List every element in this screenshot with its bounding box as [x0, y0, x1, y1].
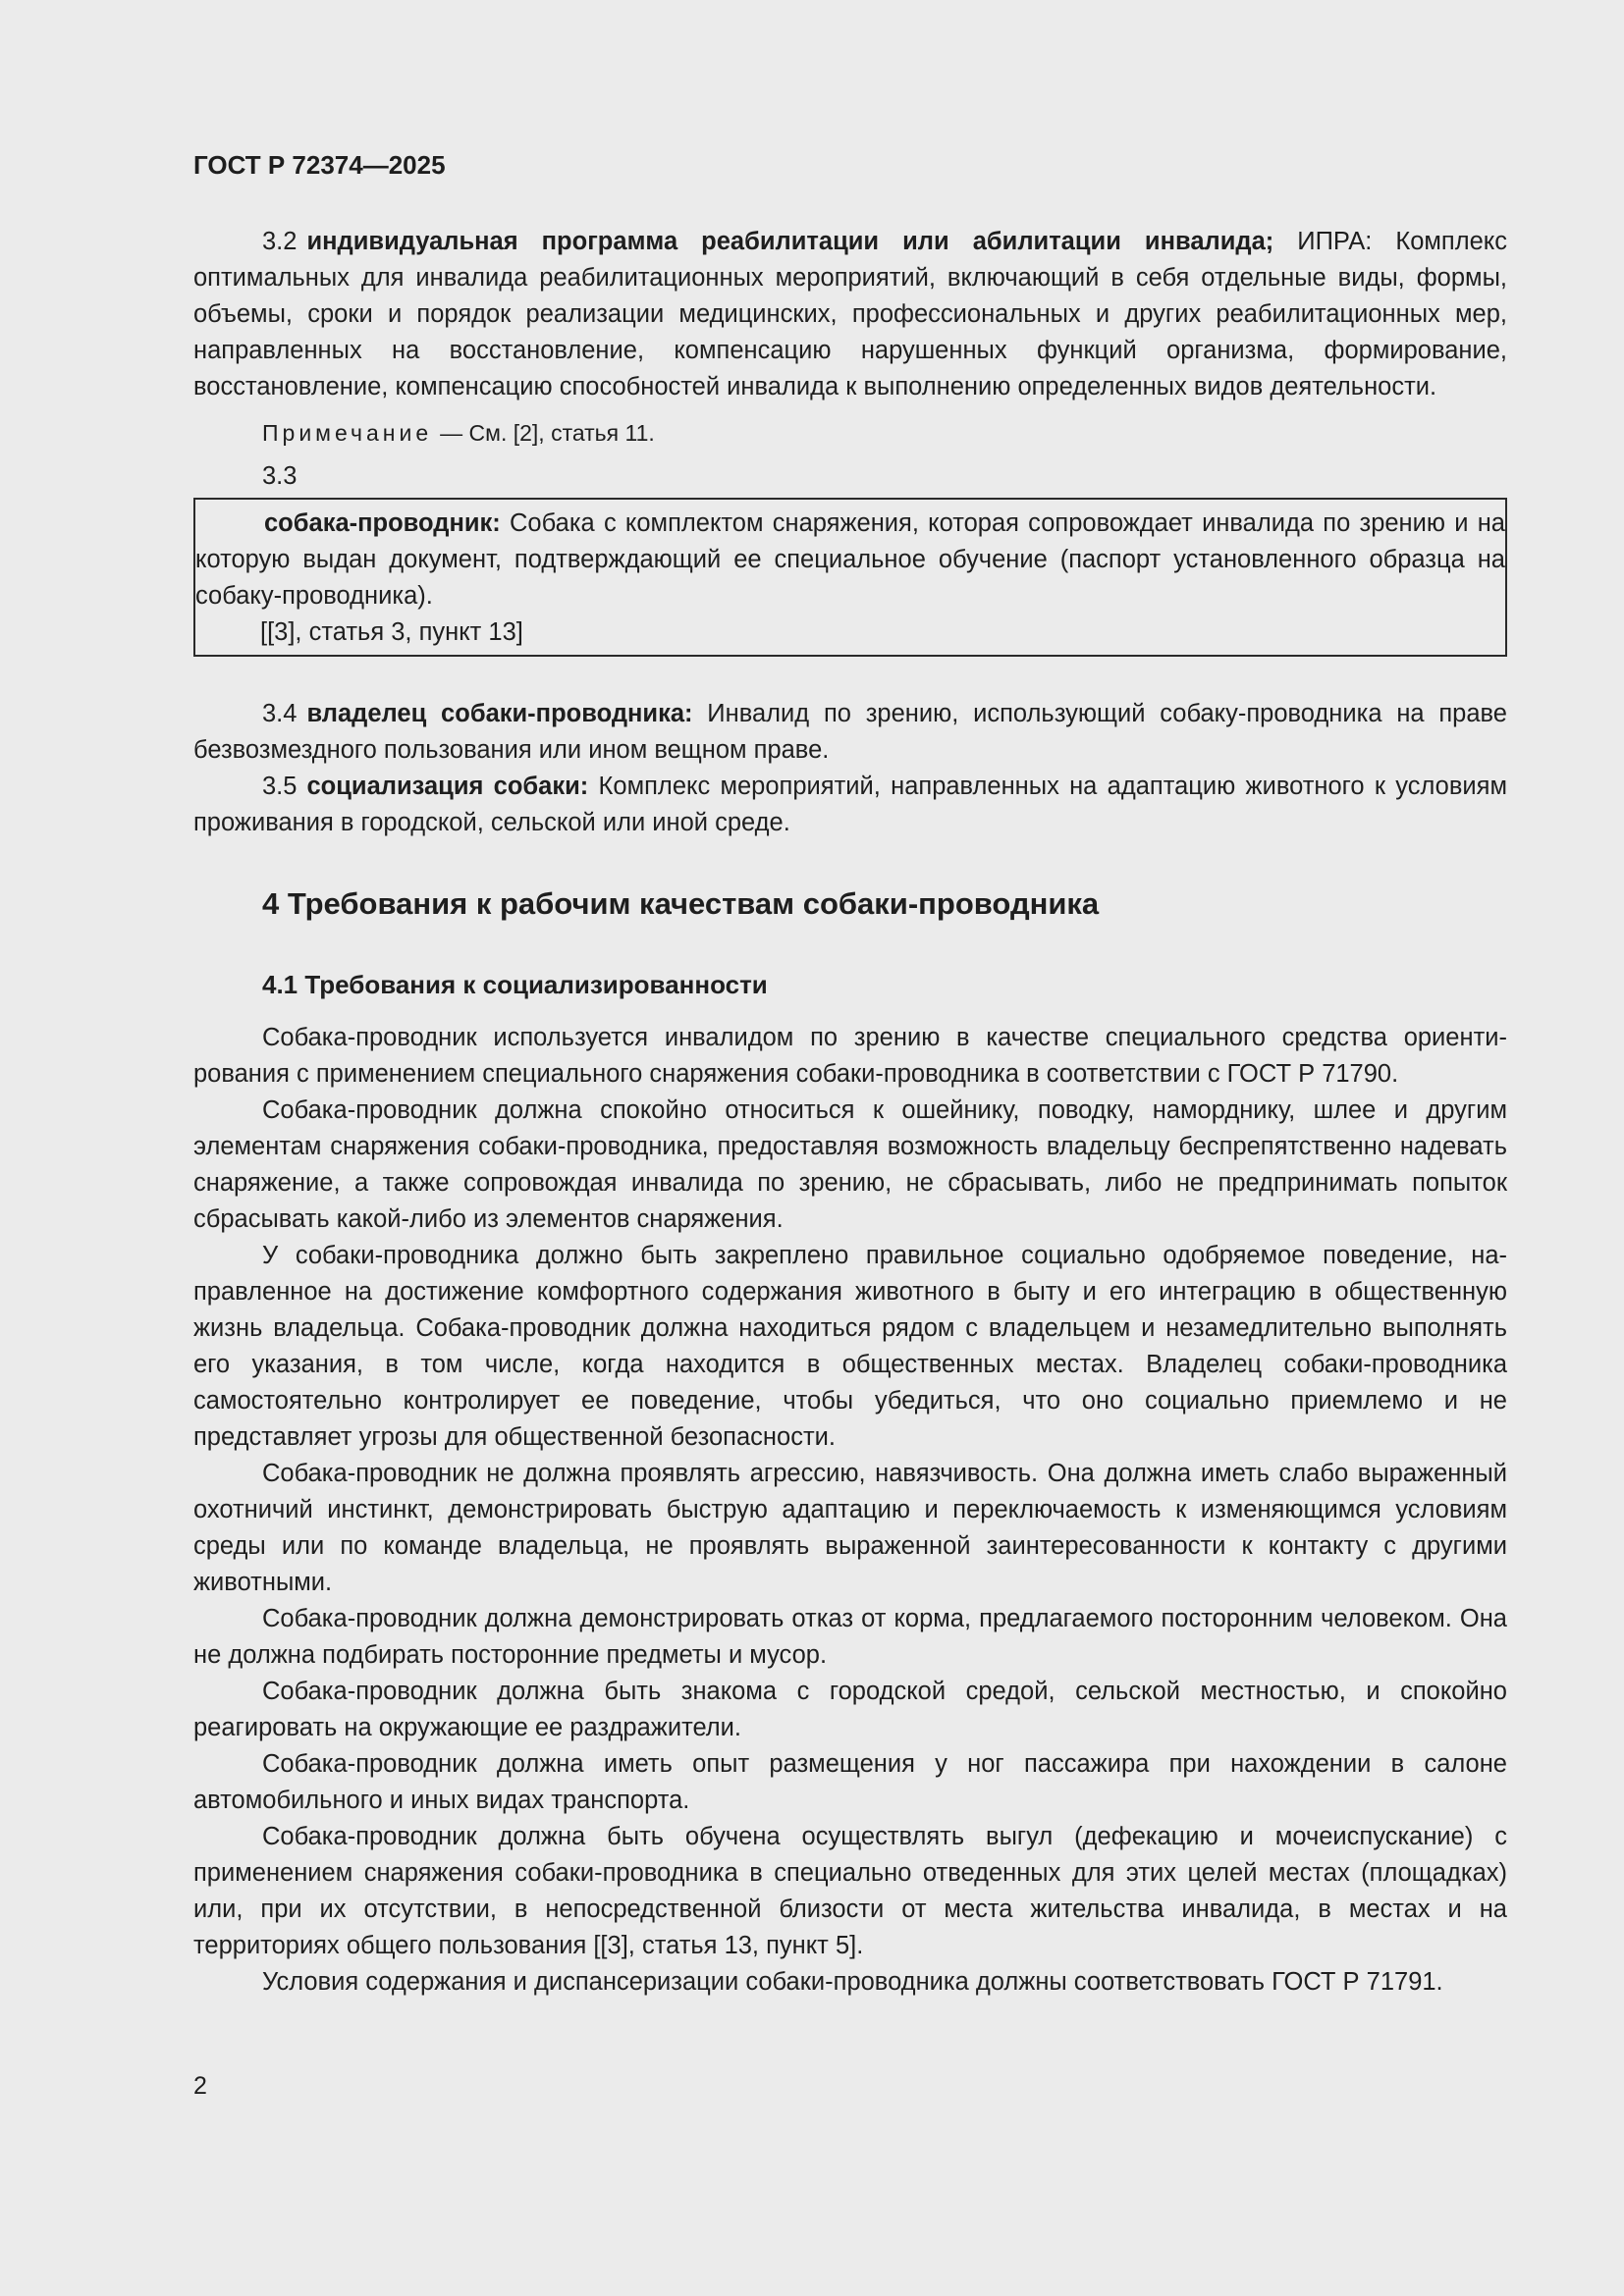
paragraph: Собака-проводник должна иметь опыт размещения у ног пассажира при нахождении в салоне автомобильного и иных видах транспорта.	[193, 1750, 1507, 1814]
definition-3-3-box	[193, 498, 1507, 657]
paragraph: У собаки-проводника должно быть закреплено правильное социально одобряемое поведение, направленное на достижение комфортного содержания животного в быту и его интеграцию в общественную жизнь владельца. Собака-проводник должна находиться рядом с владельцем и незамедлительно выполнять его указания, в том числе, когда находится в общественных местах. Владелец собаки-проводника самостоятельно контролирует ее поведение, чтобы убедиться, что оно социально приемлемо и не представляет угрозы для общественной безопасности.	[193, 1242, 1507, 1451]
paragraph: Собака-проводник используется инвалидом по зрению в качестве специального средства ориентирования с применением специального снаряжения собаки-проводника в соответствии с ГОСТ Р 71790.	[193, 1024, 1507, 1088]
definition-3-4	[193, 696, 1507, 769]
definition-text: Инвалид по зрению, использующий собаку-проводника на праве безвозмездного пользования или ином вещном праве.	[193, 700, 1507, 764]
document-header: ГОСТ Р 72374—2025	[193, 150, 446, 180]
paragraph: Условия содержания и диспансеризации собаки-проводника должны соответствовать ГОСТ Р 71791.	[262, 1968, 1443, 1996]
paragraph: Собака-проводник должна быть обучена осуществлять выгул (дефекацию и мочеиспускание) с применением снаряжения собаки-проводника в специально отведенных для этих целей местах (площадках) или, при их отсутствии, в непосредственной близости от места жительства инвалида, в местах и на территориях общего пользования [[3], статья 13, пункт 5].	[193, 1823, 1507, 1959]
subsection-title: 4.1 Требования к социализированности	[262, 970, 768, 999]
definition-reference: [[3], статья 3, пункт 13]	[260, 618, 523, 646]
term: индивидуальная программа реабилитации или абилитации инвалида;	[306, 228, 1274, 255]
spacer	[193, 657, 1507, 696]
term: собака-проводник:	[264, 509, 501, 537]
paragraph: Собака-проводник должна спокойно относиться к ошейнику, поводку, наморднику, шлее и другим элементам снаряжения собаки-проводника, предоставляя возможность владельцу беспрепятственно надевать снаряжение, а также сопровождая инвалида по зрению, не сбрасывать, либо не предпринимать попыток сбрасывать какой-либо из элементов снаряжения.	[193, 1096, 1507, 1233]
definition-text: Собака с комплектом снаряжения, которая сопровождает инвалида по зрению и на которую выдан документ, подтверждающий ее специальное обучение (паспорт установленного образца на собаку-проводника).	[195, 509, 1505, 610]
item-number: 3.4	[262, 700, 298, 727]
definition-text: Комплекс мероприятий, направленных на адаптацию животного к условиям проживания в городской, сельской или иной среде.	[193, 773, 1507, 836]
definition-3-2	[193, 224, 1507, 405]
note-text: — См. [2], статья 11.	[440, 420, 655, 446]
paragraph: Собака-проводник должна демонстрировать отказ от корма, предлагаемого посторонним человеком. Она не должна подбирать посторонние предметы и мусор.	[193, 1605, 1507, 1669]
paragraph: Собака-проводник должна быть знакома с городской средой, сельской местностью, и спокойно реагировать на окружающие ее раздражители.	[193, 1678, 1507, 1741]
page-content	[193, 147, 1507, 2001]
term: социализация собаки:	[306, 773, 589, 800]
note-label: Примечание	[262, 420, 433, 446]
term: владелец собаки-проводника:	[306, 700, 693, 727]
item-number: 3.5	[262, 773, 298, 800]
section-title: 4 Требования к рабочим качествам собаки-проводника	[262, 886, 1100, 921]
page-number: 2	[193, 2072, 207, 2100]
definition-3-5	[193, 769, 1507, 841]
item-number-3-3: 3.3	[262, 462, 298, 490]
paragraph: Собака-проводник не должна проявлять агрессию, навязчивость. Она должна иметь слабо выраженный охотничий инстинкт, демонстрировать быструю адаптацию и переключаемость к изменяющимся условиям среды или по команде владельца, не проявлять выраженной заинтересованности к контакту с другими животными.	[193, 1460, 1507, 1596]
definition-text: ИПРА: Комплекс оптимальных для инвалида реабилитационных мероприятий, включающий в себя отдельные виды, формы, объемы, сроки и порядок реализации медицинских, профессиональных и других реабилитационных мер, направленных на восстановление, компенсацию нарушенных функций организма, формирование, восстановление, компенсацию способностей инвалида к выполнению определенных видов деятельности.	[193, 228, 1507, 400]
item-number: 3.2	[262, 228, 298, 255]
definition-3-3	[195, 506, 1505, 614]
note	[193, 415, 1507, 451]
